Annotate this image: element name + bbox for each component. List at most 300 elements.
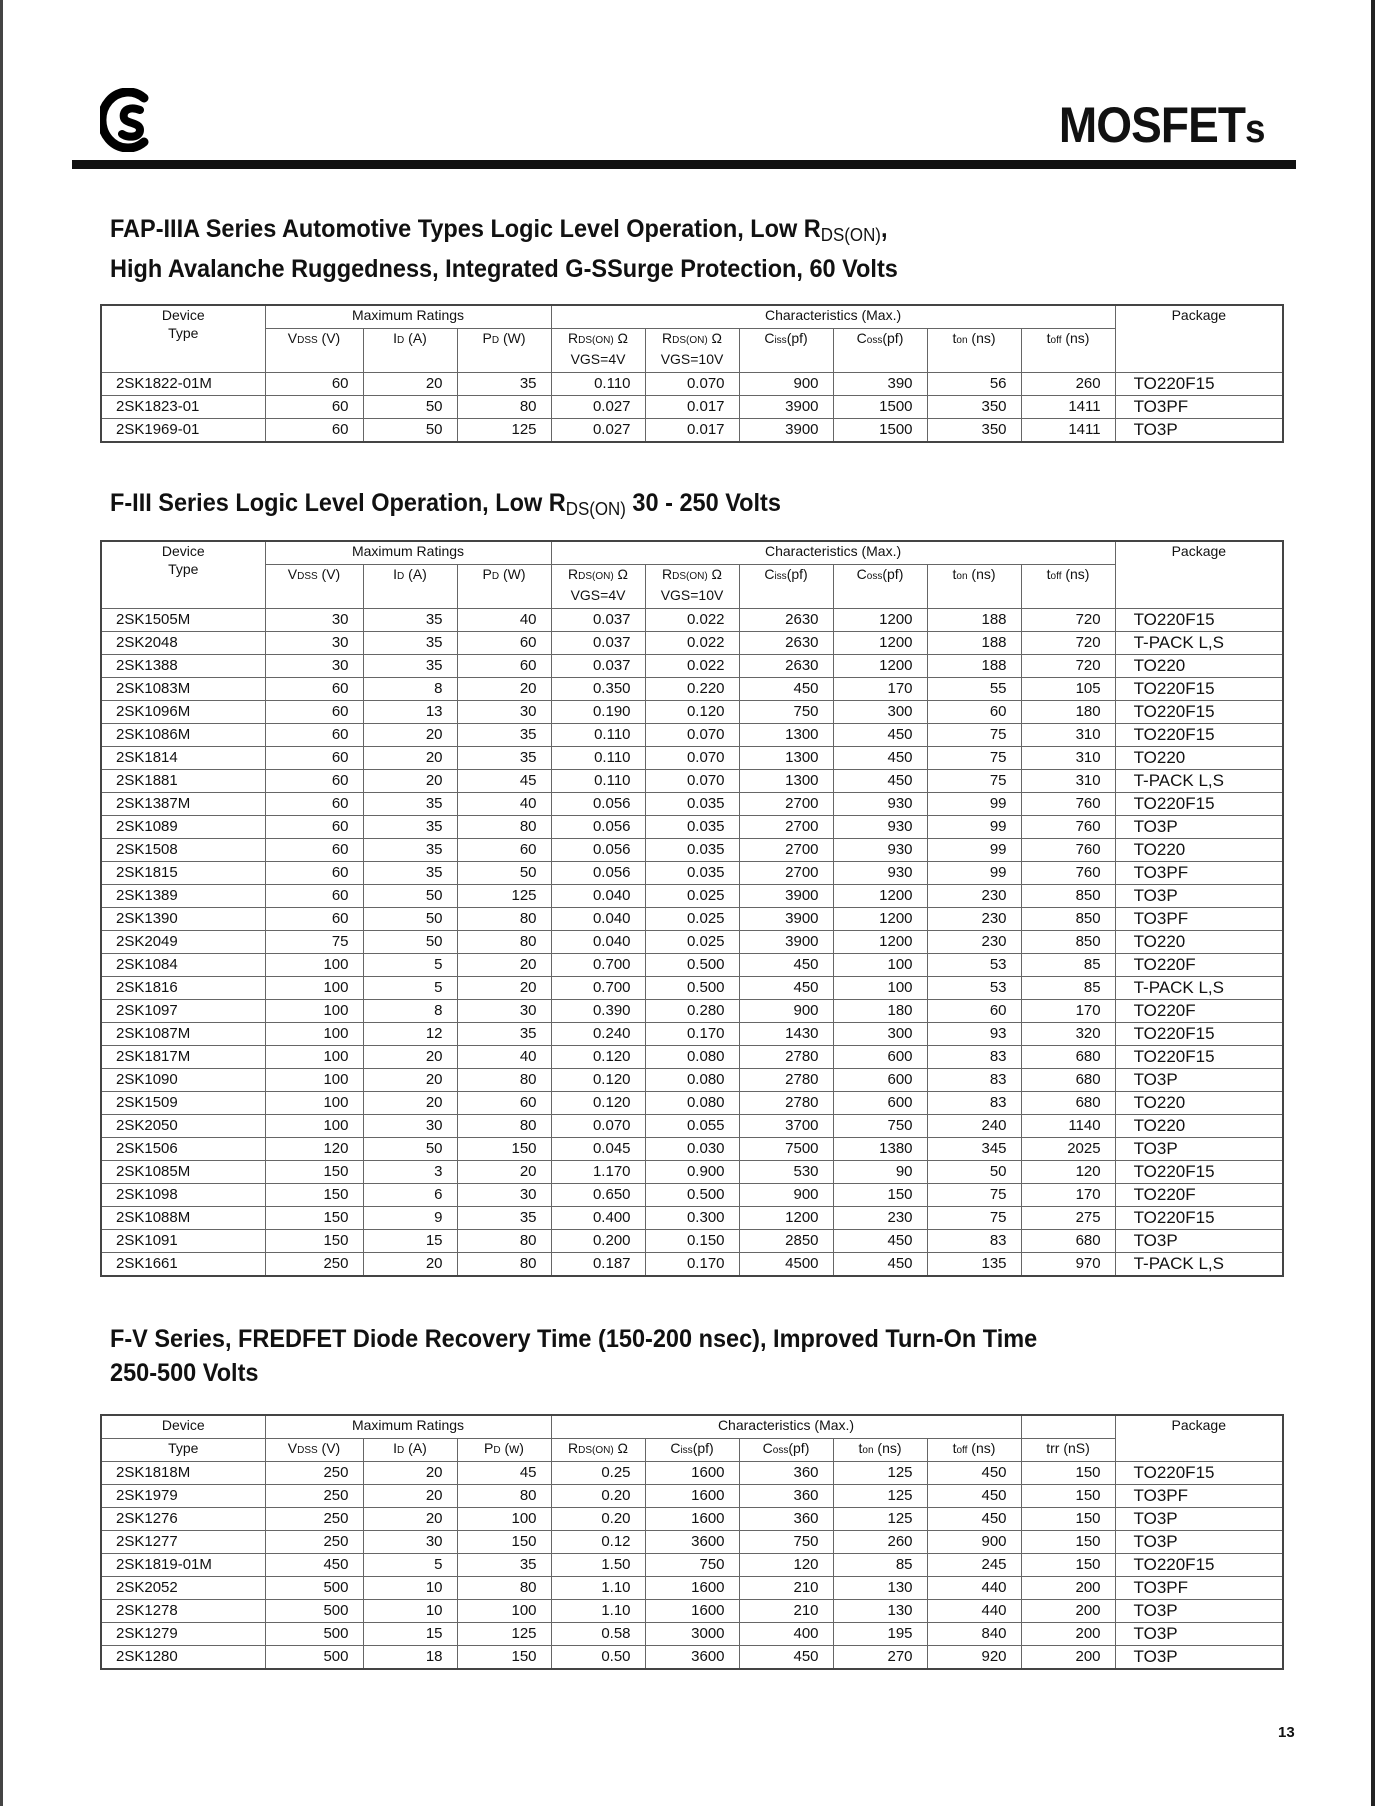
value-cell: 1200 <box>833 885 927 908</box>
table-row <box>101 1161 1283 1184</box>
value-cell: 680 <box>1021 1230 1115 1253</box>
value-cell: 100 <box>833 977 927 1000</box>
device-type-cell: 2SK1390 <box>101 908 265 931</box>
value-cell: 30 <box>265 632 363 655</box>
table-row <box>101 1069 1283 1092</box>
value-cell: 0.022 <box>645 609 739 632</box>
value-cell: 900 <box>739 373 833 396</box>
package-cell: TO3P <box>1115 1646 1283 1670</box>
page-header-title: MOSFETs <box>1059 97 1265 153</box>
value-cell: 83 <box>927 1092 1021 1115</box>
header-row-groups <box>101 541 1283 565</box>
value-cell: 20 <box>363 1462 457 1485</box>
value-cell: 40 <box>457 1046 551 1069</box>
value-cell: 60 <box>265 396 363 419</box>
value-cell: 0.040 <box>551 908 645 931</box>
value-cell: 450 <box>739 678 833 701</box>
package-cell: T-PACK L,S <box>1115 770 1283 793</box>
value-cell: 10 <box>363 1600 457 1623</box>
device-type-cell: 2SK1509 <box>101 1092 265 1115</box>
value-cell: 450 <box>833 724 927 747</box>
value-cell: 50 <box>363 396 457 419</box>
table-row <box>101 816 1283 839</box>
value-cell: 50 <box>363 931 457 954</box>
value-cell: 60 <box>265 678 363 701</box>
package-cell: T-PACK L,S <box>1115 977 1283 1000</box>
value-cell: 350 <box>927 419 1021 443</box>
rds-4v-header: RDS(ON) Ω VGS=4V <box>551 565 645 609</box>
value-cell: 150 <box>833 1184 927 1207</box>
value-cell: 0.500 <box>645 954 739 977</box>
device-type-cell: 2SK1096M <box>101 701 265 724</box>
value-cell: 83 <box>927 1230 1021 1253</box>
value-cell: 0.037 <box>551 632 645 655</box>
table-row <box>101 1485 1283 1508</box>
value-cell: 0.20 <box>551 1485 645 1508</box>
value-cell: 20 <box>363 1092 457 1115</box>
device-type-cell: 2SK1088M <box>101 1207 265 1230</box>
table-row <box>101 1184 1283 1207</box>
table-row <box>101 931 1283 954</box>
value-cell: 125 <box>457 419 551 443</box>
package-header: Package <box>1115 305 1283 373</box>
value-cell: 200 <box>1021 1646 1115 1670</box>
value-cell: 230 <box>927 931 1021 954</box>
table-row <box>101 839 1283 862</box>
value-cell: 150 <box>265 1161 363 1184</box>
value-cell: 30 <box>457 1184 551 1207</box>
table-row <box>101 954 1283 977</box>
value-cell: 1430 <box>739 1023 833 1046</box>
value-cell: 20 <box>457 678 551 701</box>
value-cell: 35 <box>457 724 551 747</box>
package-cell: T-PACK L,S <box>1115 1253 1283 1277</box>
value-cell: 20 <box>363 747 457 770</box>
value-cell: 0.040 <box>551 931 645 954</box>
value-cell: 0.170 <box>645 1023 739 1046</box>
value-cell: 1.10 <box>551 1600 645 1623</box>
value-cell: 250 <box>265 1253 363 1277</box>
section-title-fap-iiia: FAP-IIIA Series Automotive Types Logic Level Operation, Low $R_{DS(ON)}$, High Avalanche Ruggedness, Integrated G-SSurge Protection, 60 Volts <box>110 215 898 283</box>
value-cell: 12 <box>363 1023 457 1046</box>
max-ratings-header: Maximum Ratings <box>265 1415 551 1439</box>
value-cell: 125 <box>833 1508 927 1531</box>
table-row <box>101 770 1283 793</box>
value-cell: 50 <box>363 1138 457 1161</box>
value-cell: 0.120 <box>551 1069 645 1092</box>
value-cell: 1200 <box>833 609 927 632</box>
value-cell: 125 <box>833 1462 927 1485</box>
value-cell: 0.027 <box>551 396 645 419</box>
value-cell: 100 <box>265 977 363 1000</box>
value-cell: 0.500 <box>645 977 739 1000</box>
value-cell: 240 <box>927 1115 1021 1138</box>
package-cell: T-PACK L,S <box>1115 632 1283 655</box>
value-cell: 5 <box>363 954 457 977</box>
package-cell: TO220F15 <box>1115 609 1283 632</box>
value-cell: 300 <box>833 1023 927 1046</box>
value-cell: 30 <box>265 609 363 632</box>
coss-header: Coss(pf) <box>739 1439 833 1462</box>
value-cell: 750 <box>833 1115 927 1138</box>
value-cell: 390 <box>833 373 927 396</box>
value-cell: 0.017 <box>645 419 739 443</box>
device-type-cell: 2SK1085M <box>101 1161 265 1184</box>
value-cell: 450 <box>833 747 927 770</box>
device-type-header: Type <box>101 1439 265 1462</box>
value-cell: 0.300 <box>645 1207 739 1230</box>
device-type-cell: 2SK1823-01 <box>101 396 265 419</box>
value-cell: 0.400 <box>551 1207 645 1230</box>
value-cell: 260 <box>833 1531 927 1554</box>
package-cell: TO3P <box>1115 1600 1283 1623</box>
value-cell: 680 <box>1021 1092 1115 1115</box>
value-cell: 680 <box>1021 1069 1115 1092</box>
device-type-cell: 2SK2052 <box>101 1577 265 1600</box>
value-cell: 90 <box>833 1161 927 1184</box>
value-cell: 15 <box>363 1623 457 1646</box>
value-cell: 0.220 <box>645 678 739 701</box>
value-cell: 100 <box>833 954 927 977</box>
value-cell: 345 <box>927 1138 1021 1161</box>
value-cell: 150 <box>1021 1554 1115 1577</box>
value-cell: 900 <box>739 1184 833 1207</box>
value-cell: 1140 <box>1021 1115 1115 1138</box>
table-row <box>101 885 1283 908</box>
value-cell: 2700 <box>739 793 833 816</box>
ton-header: ton (ns) <box>833 1439 927 1462</box>
value-cell: 0.070 <box>645 724 739 747</box>
value-cell: 500 <box>265 1646 363 1670</box>
value-cell: 0.037 <box>551 655 645 678</box>
value-cell: 5 <box>363 977 457 1000</box>
value-cell: 125 <box>833 1485 927 1508</box>
value-cell: 180 <box>1021 701 1115 724</box>
value-cell: 900 <box>927 1531 1021 1554</box>
value-cell: 0.120 <box>645 701 739 724</box>
device-type-cell: 2SK1388 <box>101 655 265 678</box>
value-cell: 3000 <box>645 1623 739 1646</box>
characteristics-header: Characteristics (Max.) <box>551 305 1115 329</box>
value-cell: 0.056 <box>551 839 645 862</box>
ciss-header: Ciss(pf) <box>739 329 833 373</box>
table-row <box>101 373 1283 396</box>
value-cell: 80 <box>457 1115 551 1138</box>
value-cell: 0.070 <box>645 747 739 770</box>
value-cell: 360 <box>739 1462 833 1485</box>
value-cell: 0.50 <box>551 1646 645 1670</box>
value-cell: 2700 <box>739 839 833 862</box>
value-cell: 35 <box>457 373 551 396</box>
table-row <box>101 419 1283 443</box>
value-cell: 930 <box>833 839 927 862</box>
value-cell: 30 <box>457 701 551 724</box>
value-cell: 0.120 <box>551 1046 645 1069</box>
value-cell: 80 <box>457 816 551 839</box>
value-cell: 0.080 <box>645 1069 739 1092</box>
value-cell: 60 <box>457 1092 551 1115</box>
value-cell: 440 <box>927 1577 1021 1600</box>
value-cell: 60 <box>265 701 363 724</box>
value-cell: 60 <box>457 839 551 862</box>
page-number: 13 <box>1278 1724 1295 1741</box>
value-cell: 100 <box>265 1092 363 1115</box>
value-cell: 450 <box>265 1554 363 1577</box>
pd-header: PD (W) <box>457 329 551 373</box>
device-type-cell: 2SK1087M <box>101 1023 265 1046</box>
package-cell: TO220F15 <box>1115 1554 1283 1577</box>
max-ratings-header: Maximum Ratings <box>265 305 551 329</box>
value-cell: 100 <box>265 954 363 977</box>
table-row <box>101 632 1283 655</box>
value-cell: 80 <box>457 931 551 954</box>
value-cell: 0.037 <box>551 609 645 632</box>
value-cell: 1200 <box>739 1207 833 1230</box>
package-cell: TO220F15 <box>1115 1207 1283 1230</box>
value-cell: 55 <box>927 678 1021 701</box>
toff-header: toff (ns) <box>1021 565 1115 609</box>
section-title-f-v: F-V Series, FREDFET Diode Recovery Time (150-200 nsec), Improved Turn-On Time 250-500 Volts <box>110 1325 1038 1387</box>
rds-header: RDS(ON) Ω <box>551 1439 645 1462</box>
value-cell: 80 <box>457 908 551 931</box>
table-row <box>101 1138 1283 1161</box>
value-cell: 83 <box>927 1046 1021 1069</box>
value-cell: 10 <box>363 1577 457 1600</box>
value-cell: 0.900 <box>645 1161 739 1184</box>
value-cell: 188 <box>927 609 1021 632</box>
value-cell: 450 <box>833 1230 927 1253</box>
package-cell: TO3P <box>1115 1069 1283 1092</box>
value-cell: 100 <box>265 1000 363 1023</box>
value-cell: 100 <box>265 1023 363 1046</box>
value-cell: 170 <box>833 678 927 701</box>
value-cell: 100 <box>457 1508 551 1531</box>
value-cell: 260 <box>1021 373 1115 396</box>
value-cell: 2700 <box>739 816 833 839</box>
value-cell: 35 <box>363 793 457 816</box>
value-cell: 750 <box>645 1554 739 1577</box>
header-row-columns <box>101 1439 1283 1462</box>
package-cell: TO3P <box>1115 816 1283 839</box>
value-cell: 2780 <box>739 1092 833 1115</box>
package-cell: TO3P <box>1115 1531 1283 1554</box>
package-cell: TO220F15 <box>1115 701 1283 724</box>
value-cell: 3900 <box>739 931 833 954</box>
value-cell: 500 <box>265 1600 363 1623</box>
device-type-cell: 2SK1506 <box>101 1138 265 1161</box>
value-cell: 450 <box>833 770 927 793</box>
value-cell: 0.030 <box>645 1138 739 1161</box>
value-cell: 720 <box>1021 632 1115 655</box>
toff-header: toff (ns) <box>1021 329 1115 373</box>
value-cell: 0.150 <box>645 1230 739 1253</box>
value-cell: 30 <box>457 1000 551 1023</box>
value-cell: 930 <box>833 793 927 816</box>
value-cell: 83 <box>927 1069 1021 1092</box>
value-cell: 20 <box>457 977 551 1000</box>
value-cell: 0.700 <box>551 954 645 977</box>
value-cell: 1411 <box>1021 396 1115 419</box>
value-cell: 0.025 <box>645 908 739 931</box>
value-cell: 440 <box>927 1600 1021 1623</box>
rds-10v-header: RDS(ON) Ω VGS=10V <box>645 329 739 373</box>
value-cell: 60 <box>265 373 363 396</box>
table-row <box>101 1230 1283 1253</box>
value-cell: 30 <box>363 1531 457 1554</box>
value-cell: 270 <box>833 1646 927 1670</box>
value-cell: 1600 <box>645 1485 739 1508</box>
device-type-cell: 2SK1083M <box>101 678 265 701</box>
device-type-cell: 2SK1814 <box>101 747 265 770</box>
value-cell: 2025 <box>1021 1138 1115 1161</box>
value-cell: 3900 <box>739 396 833 419</box>
value-cell: 250 <box>265 1485 363 1508</box>
table-row <box>101 1253 1283 1277</box>
section-title-f-iii: F-III Series Logic Level Operation, Low $R_{DS(ON)}$ 30 - 250 Volts <box>110 489 781 519</box>
device-header: Device Type <box>101 541 265 609</box>
value-cell: 0.040 <box>551 885 645 908</box>
value-cell: 0.700 <box>551 977 645 1000</box>
value-cell: 60 <box>265 862 363 885</box>
value-cell: 99 <box>927 862 1021 885</box>
value-cell: 0.056 <box>551 862 645 885</box>
value-cell: 40 <box>457 793 551 816</box>
page-border-left <box>0 0 3 1806</box>
device-type-cell: 2SK2050 <box>101 1115 265 1138</box>
value-cell: 0.035 <box>645 816 739 839</box>
package-cell: TO220 <box>1115 1092 1283 1115</box>
value-cell: 930 <box>833 816 927 839</box>
device-type-cell: 2SK1815 <box>101 862 265 885</box>
device-type-cell: 2SK1816 <box>101 977 265 1000</box>
value-cell: 3600 <box>645 1531 739 1554</box>
value-cell: 1200 <box>833 632 927 655</box>
package-cell: TO220 <box>1115 1115 1283 1138</box>
value-cell: 0.035 <box>645 793 739 816</box>
value-cell: 35 <box>363 862 457 885</box>
value-cell: 60 <box>265 816 363 839</box>
value-cell: 150 <box>265 1207 363 1230</box>
value-cell: 200 <box>1021 1600 1115 1623</box>
value-cell: 8 <box>363 1000 457 1023</box>
value-cell: 0.022 <box>645 632 739 655</box>
device-type-cell: 2SK1089 <box>101 816 265 839</box>
max-ratings-header: Maximum Ratings <box>265 541 551 565</box>
vdss-header: VDSS (V) <box>265 1439 363 1462</box>
package-cell: TO220F15 <box>1115 1462 1283 1485</box>
value-cell: 840 <box>927 1623 1021 1646</box>
characteristics-header: Characteristics (Max.) <box>551 541 1115 565</box>
value-cell: 188 <box>927 632 1021 655</box>
device-type-cell: 2SK1818M <box>101 1462 265 1485</box>
package-header: Package <box>1115 1415 1283 1462</box>
value-cell: 0.110 <box>551 373 645 396</box>
value-cell: 450 <box>739 1646 833 1670</box>
value-cell: 60 <box>265 839 363 862</box>
package-cell: TO3P <box>1115 1623 1283 1646</box>
value-cell: 150 <box>457 1531 551 1554</box>
value-cell: 850 <box>1021 885 1115 908</box>
value-cell: 150 <box>265 1184 363 1207</box>
value-cell: 500 <box>265 1577 363 1600</box>
value-cell: 150 <box>1021 1531 1115 1554</box>
value-cell: 53 <box>927 977 1021 1000</box>
value-cell: 20 <box>363 1253 457 1277</box>
table-row <box>101 609 1283 632</box>
value-cell: 0.200 <box>551 1230 645 1253</box>
value-cell: 180 <box>833 1000 927 1023</box>
value-cell: 20 <box>363 1485 457 1508</box>
value-cell: 56 <box>927 373 1021 396</box>
value-cell: 99 <box>927 793 1021 816</box>
value-cell: 30 <box>363 1115 457 1138</box>
value-cell: 0.035 <box>645 862 739 885</box>
value-cell: 18 <box>363 1646 457 1670</box>
package-cell: TO220F15 <box>1115 724 1283 747</box>
value-cell: 1200 <box>833 931 927 954</box>
value-cell: 85 <box>1021 954 1115 977</box>
value-cell: 20 <box>363 1046 457 1069</box>
ton-header: ton (ns) <box>927 329 1021 373</box>
value-cell: 7500 <box>739 1138 833 1161</box>
table-row <box>101 908 1283 931</box>
value-cell: 20 <box>363 724 457 747</box>
device-type-cell: 2SK2048 <box>101 632 265 655</box>
value-cell: 400 <box>739 1623 833 1646</box>
value-cell: 200 <box>1021 1577 1115 1600</box>
value-cell: 170 <box>1021 1184 1115 1207</box>
value-cell: 0.280 <box>645 1000 739 1023</box>
value-cell: 720 <box>1021 655 1115 678</box>
header-row-columns <box>101 565 1283 609</box>
value-cell: 130 <box>833 1577 927 1600</box>
table-row <box>101 1554 1283 1577</box>
value-cell: 9 <box>363 1207 457 1230</box>
device-type-cell: 2SK1277 <box>101 1531 265 1554</box>
value-cell: 80 <box>457 1577 551 1600</box>
value-cell: 60 <box>265 793 363 816</box>
value-cell: 930 <box>833 862 927 885</box>
value-cell: 0.025 <box>645 931 739 954</box>
device-type-cell: 2SK1819-01M <box>101 1554 265 1577</box>
value-cell: 920 <box>927 1646 1021 1670</box>
value-cell: 1411 <box>1021 419 1115 443</box>
table-row <box>101 1462 1283 1485</box>
value-cell: 50 <box>363 419 457 443</box>
value-cell: 450 <box>739 954 833 977</box>
device-type-cell: 2SK1508 <box>101 839 265 862</box>
value-cell: 0.190 <box>551 701 645 724</box>
package-cell: TO3P <box>1115 885 1283 908</box>
package-cell: TO3PF <box>1115 908 1283 931</box>
package-cell: TO220F15 <box>1115 1023 1283 1046</box>
package-cell: TO3PF <box>1115 1485 1283 1508</box>
table-row <box>101 1092 1283 1115</box>
value-cell: 20 <box>363 1508 457 1531</box>
value-cell: 120 <box>1021 1161 1115 1184</box>
value-cell: 2780 <box>739 1069 833 1092</box>
value-cell: 5 <box>363 1554 457 1577</box>
value-cell: 53 <box>927 954 1021 977</box>
value-cell: 450 <box>927 1462 1021 1485</box>
value-cell: 60 <box>265 885 363 908</box>
table-row <box>101 1023 1283 1046</box>
value-cell: 75 <box>927 724 1021 747</box>
value-cell: 1.50 <box>551 1554 645 1577</box>
value-cell: 0.045 <box>551 1138 645 1161</box>
value-cell: 760 <box>1021 839 1115 862</box>
value-cell: 35 <box>363 609 457 632</box>
